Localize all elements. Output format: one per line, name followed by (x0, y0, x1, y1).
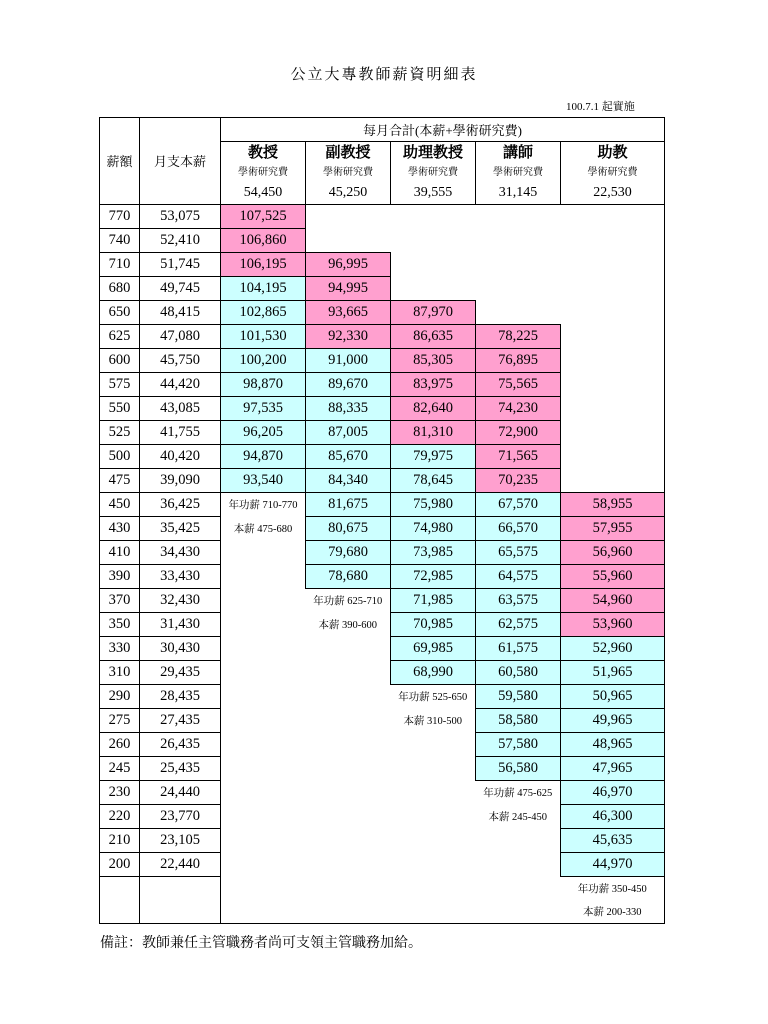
salary-value-cell: 94,995 (306, 277, 391, 301)
table-row (100, 349, 665, 373)
grade-cell: 680 (100, 277, 140, 301)
salary-value-cell: 91,000 (306, 349, 391, 373)
salary-value-cell: 46,300 (561, 805, 665, 829)
base-salary-cell: 41,755 (140, 421, 221, 445)
base-salary-cell: 25,435 (140, 757, 221, 781)
salary-value-cell: 59,580 (476, 685, 561, 709)
salary-value-cell: 49,965 (561, 709, 665, 733)
empty-cell (391, 229, 476, 253)
empty-cell (561, 277, 665, 301)
rank-sub: 學術研究費 (408, 167, 458, 178)
salary-value-cell: 79,680 (306, 541, 391, 565)
grade-cell: 500 (100, 445, 140, 469)
salary-value-cell: 69,985 (391, 637, 476, 661)
salary-value-cell: 92,330 (306, 325, 391, 349)
empty-cell (306, 757, 391, 781)
empty-cell (221, 805, 306, 829)
salary-table (99, 117, 665, 924)
salary-value-cell: 74,230 (476, 397, 561, 421)
salary-value-cell: 71,985 (391, 589, 476, 613)
empty-cell (561, 301, 665, 325)
grade-cell: 600 (100, 349, 140, 373)
rank-sub: 學術研究費 (587, 167, 638, 178)
empty-cell (561, 349, 665, 373)
salary-value-cell: 78,225 (476, 325, 561, 349)
base-salary-cell: 35,425 (140, 517, 221, 541)
salary-value-cell: 52,960 (561, 637, 665, 661)
table-row (100, 805, 665, 829)
empty-cell (391, 733, 476, 757)
empty-cell (391, 757, 476, 781)
salary-value-cell: 44,970 (561, 853, 665, 877)
range-note-text: 年功薪 475-625 (483, 788, 553, 800)
empty-cell (476, 205, 561, 229)
empty-cell (221, 589, 306, 613)
empty-cell (561, 325, 665, 349)
range-note-text: 年功薪 350-450 (577, 884, 647, 895)
empty-cell (306, 781, 391, 805)
salary-value-cell: 75,980 (391, 493, 476, 517)
salary-value-cell: 58,580 (476, 709, 561, 733)
empty-cell (221, 877, 306, 901)
salary-value-cell: 46,970 (561, 781, 665, 805)
table-row (100, 541, 665, 565)
salary-value-cell: 78,645 (391, 469, 476, 493)
base-header: 月支本薪 (140, 118, 221, 205)
salary-value-cell: 63,575 (476, 589, 561, 613)
table-row (100, 445, 665, 469)
table-row (100, 757, 665, 781)
salary-value-cell: 81,310 (391, 421, 476, 445)
empty-cell (221, 661, 306, 685)
empty-cell (476, 301, 561, 325)
salary-value-cell: 57,955 (561, 517, 665, 541)
salary-value-cell: 55,960 (561, 565, 665, 589)
empty-cell (221, 900, 306, 924)
empty-cell (391, 205, 476, 229)
table-row (100, 469, 665, 493)
grade-cell: 770 (100, 205, 140, 229)
empty-cell (561, 397, 665, 421)
base-salary-cell: 49,745 (140, 277, 221, 301)
grade-cell: 575 (100, 373, 140, 397)
rank-header (476, 142, 561, 205)
salary-value-cell: 71,565 (476, 445, 561, 469)
salary-value-cell: 84,340 (306, 469, 391, 493)
base-salary-cell: 47,080 (140, 325, 221, 349)
salary-value-cell: 100,200 (221, 349, 306, 373)
empty-cell (561, 229, 665, 253)
grade-cell: 220 (100, 805, 140, 829)
table-row (100, 900, 665, 924)
base-salary-cell: 23,770 (140, 805, 221, 829)
salary-value-cell: 87,970 (391, 301, 476, 325)
salary-value-cell: 106,195 (221, 253, 306, 277)
grade-cell: 200 (100, 853, 140, 877)
grade-cell: 210 (100, 829, 140, 853)
range-note (391, 709, 476, 733)
footnote: 備註：教師兼任主管職務者尚可支領主管職務加給。 (100, 934, 422, 950)
table-row (100, 301, 665, 325)
empty-cell (391, 853, 476, 877)
base-salary-cell: 31,430 (140, 613, 221, 637)
grade-cell: 330 (100, 637, 140, 661)
empty-cell (476, 277, 561, 301)
grade-cell: 370 (100, 589, 140, 613)
salary-value-cell: 83,975 (391, 373, 476, 397)
table-row (100, 397, 665, 421)
base-salary-cell: 45,750 (140, 349, 221, 373)
range-note (476, 781, 561, 805)
range-note (476, 805, 561, 829)
grade-cell: 475 (100, 469, 140, 493)
table-row (100, 589, 665, 613)
base-salary-cell: 44,420 (140, 373, 221, 397)
rank-allowance: 54,450 (243, 185, 283, 200)
empty-cell (391, 829, 476, 853)
salary-value-cell: 64,575 (476, 565, 561, 589)
base-salary-cell: 36,425 (140, 493, 221, 517)
grade-cell: 525 (100, 421, 140, 445)
salary-value-cell: 54,960 (561, 589, 665, 613)
table-row (100, 661, 665, 685)
salary-value-cell: 107,525 (221, 205, 306, 229)
table-row (100, 325, 665, 349)
empty-cell (306, 709, 391, 733)
empty-cell (221, 637, 306, 661)
table-row (100, 733, 665, 757)
salary-value-cell: 86,635 (391, 325, 476, 349)
range-note-text: 本薪 200-330 (582, 907, 642, 918)
table-row (100, 421, 665, 445)
salary-value-cell: 51,965 (561, 661, 665, 685)
table-row (100, 229, 665, 253)
grade-cell: 650 (100, 301, 140, 325)
salary-value-cell: 97,535 (221, 397, 306, 421)
table-row (100, 877, 665, 901)
empty-cell (306, 805, 391, 829)
table-row (100, 613, 665, 637)
empty-cell (476, 853, 561, 877)
salary-value-cell: 56,960 (561, 541, 665, 565)
salary-value-cell: 94,870 (221, 445, 306, 469)
grade-cell: 550 (100, 397, 140, 421)
empty-cell (476, 877, 561, 901)
table-row (100, 205, 665, 229)
salary-value-cell: 87,005 (306, 421, 391, 445)
salary-value-cell: 72,900 (476, 421, 561, 445)
base-salary-cell: 34,430 (140, 541, 221, 565)
salary-value-cell: 50,965 (561, 685, 665, 709)
empty-cell (221, 685, 306, 709)
empty-cell (221, 829, 306, 853)
salary-value-cell: 62,575 (476, 613, 561, 637)
salary-value-cell: 45,635 (561, 829, 665, 853)
empty-cell (221, 541, 306, 565)
empty-cell (306, 853, 391, 877)
grade-header: 薪額 (100, 118, 140, 205)
rank-sub: 學術研究費 (323, 167, 373, 178)
rank-header (221, 142, 306, 205)
range-note (221, 517, 306, 541)
table-row (100, 253, 665, 277)
base-salary-cell: 40,420 (140, 445, 221, 469)
empty-cell (306, 900, 391, 924)
grade-cell: 625 (100, 325, 140, 349)
table-row (100, 517, 665, 541)
range-note (306, 589, 391, 613)
salary-value-cell: 104,195 (221, 277, 306, 301)
grade-cell: 290 (100, 685, 140, 709)
salary-value-cell: 98,870 (221, 373, 306, 397)
base-salary-cell: 27,435 (140, 709, 221, 733)
range-note-text: 本薪 245-450 (488, 812, 548, 823)
range-note (391, 685, 476, 709)
salary-value-cell: 80,675 (306, 517, 391, 541)
grade-cell: 350 (100, 613, 140, 637)
table-row (100, 637, 665, 661)
salary-value-cell: 101,530 (221, 325, 306, 349)
base-salary-cell: 48,415 (140, 301, 221, 325)
grade-cell (100, 877, 140, 901)
salary-value-cell: 70,985 (391, 613, 476, 637)
table-row (100, 565, 665, 589)
range-note-text: 本薪 310-500 (403, 716, 463, 727)
salary-value-cell: 76,895 (476, 349, 561, 373)
base-salary-cell: 26,435 (140, 733, 221, 757)
rank-name: 教授 (247, 145, 278, 161)
salary-value-cell: 96,205 (221, 421, 306, 445)
salary-value-cell: 81,675 (306, 493, 391, 517)
range-note (221, 493, 306, 517)
base-salary-cell: 39,090 (140, 469, 221, 493)
grade-cell: 430 (100, 517, 140, 541)
salary-value-cell: 58,955 (561, 493, 665, 517)
salary-value-cell: 78,680 (306, 565, 391, 589)
rank-allowance: 45,250 (328, 185, 368, 200)
salary-value-cell: 82,640 (391, 397, 476, 421)
base-salary-cell: 33,430 (140, 565, 221, 589)
salary-value-cell: 85,670 (306, 445, 391, 469)
salary-value-cell: 79,975 (391, 445, 476, 469)
table-row (100, 277, 665, 301)
salary-value-cell: 48,965 (561, 733, 665, 757)
empty-cell (391, 805, 476, 829)
table-row (100, 685, 665, 709)
grade-cell: 275 (100, 709, 140, 733)
base-salary-cell: 43,085 (140, 397, 221, 421)
table-row (100, 493, 665, 517)
empty-cell (306, 877, 391, 901)
table-row (100, 829, 665, 853)
rank-name: 助教 (597, 145, 628, 161)
salary-value-cell: 67,570 (476, 493, 561, 517)
empty-cell (306, 685, 391, 709)
effective-date: 100.7.1 起實施 (566, 101, 635, 113)
salary-value-cell: 102,865 (221, 301, 306, 325)
empty-cell (476, 229, 561, 253)
empty-cell (391, 253, 476, 277)
monthly-total-header: 每月合計(本薪+學術研究費) (221, 118, 665, 142)
base-salary-cell: 52,410 (140, 229, 221, 253)
salary-value-cell: 68,990 (391, 661, 476, 685)
range-note-text: 年功薪 525-650 (398, 692, 468, 704)
salary-value-cell: 85,305 (391, 349, 476, 373)
base-salary-cell: 30,430 (140, 637, 221, 661)
salary-value-cell: 93,665 (306, 301, 391, 325)
base-salary-cell: 24,440 (140, 781, 221, 805)
salary-value-cell: 60,580 (476, 661, 561, 685)
rank-header (391, 142, 476, 205)
empty-cell (561, 445, 665, 469)
salary-value-cell: 66,570 (476, 517, 561, 541)
salary-value-cell: 47,965 (561, 757, 665, 781)
grade-cell: 710 (100, 253, 140, 277)
salary-value-cell: 106,860 (221, 229, 306, 253)
rank-name: 副教授 (325, 145, 371, 161)
range-note (306, 613, 391, 637)
base-salary-cell: 28,435 (140, 685, 221, 709)
range-note-text: 年功薪 625-710 (313, 596, 383, 608)
empty-cell (306, 637, 391, 661)
salary-value-cell: 70,235 (476, 469, 561, 493)
range-note-text: 本薪 390-600 (318, 620, 378, 631)
grade-cell: 230 (100, 781, 140, 805)
empty-cell (476, 829, 561, 853)
empty-cell (306, 829, 391, 853)
grade-cell: 740 (100, 229, 140, 253)
rank-allowance: 39,555 (413, 185, 453, 200)
base-salary-cell: 23,105 (140, 829, 221, 853)
table-row (100, 373, 665, 397)
empty-cell (221, 781, 306, 805)
salary-value-cell: 65,575 (476, 541, 561, 565)
rank-allowance: 31,145 (498, 185, 538, 200)
salary-value-cell: 75,565 (476, 373, 561, 397)
rank-name: 講師 (502, 145, 533, 161)
table-row (100, 709, 665, 733)
base-salary-cell: 51,745 (140, 253, 221, 277)
empty-cell (561, 373, 665, 397)
base-salary-cell (140, 877, 221, 901)
empty-cell (221, 757, 306, 781)
salary-value-cell: 88,335 (306, 397, 391, 421)
salary-value-cell: 72,985 (391, 565, 476, 589)
empty-cell (561, 253, 665, 277)
range-note (561, 877, 665, 901)
salary-value-cell: 53,960 (561, 613, 665, 637)
grade-cell: 260 (100, 733, 140, 757)
rank-name: 助理教授 (402, 145, 463, 161)
empty-cell (561, 469, 665, 493)
empty-cell (391, 277, 476, 301)
rank-allowance: 22,530 (593, 185, 632, 200)
range-note-text: 本薪 475-680 (233, 524, 293, 535)
salary-value-cell: 74,980 (391, 517, 476, 541)
table-row (100, 781, 665, 805)
empty-cell (306, 661, 391, 685)
grade-cell: 410 (100, 541, 140, 565)
salary-value-cell: 61,575 (476, 637, 561, 661)
base-salary-cell: 29,435 (140, 661, 221, 685)
salary-value-cell: 56,580 (476, 757, 561, 781)
base-salary-cell: 22,440 (140, 853, 221, 877)
salary-value-cell: 93,540 (221, 469, 306, 493)
grade-cell: 390 (100, 565, 140, 589)
empty-cell (306, 733, 391, 757)
document-title: 公立大專教師薪資明細表 (290, 67, 478, 83)
salary-value-cell: 96,995 (306, 253, 391, 277)
grade-cell: 450 (100, 493, 140, 517)
range-note-text: 年功薪 710-770 (228, 500, 298, 512)
empty-cell (221, 613, 306, 637)
empty-cell (391, 781, 476, 805)
empty-cell (391, 900, 476, 924)
range-note (561, 900, 665, 924)
base-salary-cell: 53,075 (140, 205, 221, 229)
empty-cell (221, 733, 306, 757)
base-salary-cell (140, 900, 221, 924)
salary-value-cell: 73,985 (391, 541, 476, 565)
empty-cell (221, 853, 306, 877)
rank-sub: 學術研究費 (238, 167, 288, 178)
empty-cell (221, 565, 306, 589)
empty-cell (476, 900, 561, 924)
empty-cell (391, 877, 476, 901)
empty-cell (561, 205, 665, 229)
rank-sub: 學術研究費 (493, 167, 543, 178)
empty-cell (561, 421, 665, 445)
table-row (100, 853, 665, 877)
base-salary-cell: 32,430 (140, 589, 221, 613)
grade-cell: 245 (100, 757, 140, 781)
rank-header (306, 142, 391, 205)
salary-value-cell: 57,580 (476, 733, 561, 757)
grade-cell: 310 (100, 661, 140, 685)
salary-value-cell: 89,670 (306, 373, 391, 397)
empty-cell (306, 205, 391, 229)
rank-header (561, 142, 665, 205)
empty-cell (306, 229, 391, 253)
empty-cell (476, 253, 561, 277)
grade-cell (100, 900, 140, 924)
empty-cell (221, 709, 306, 733)
